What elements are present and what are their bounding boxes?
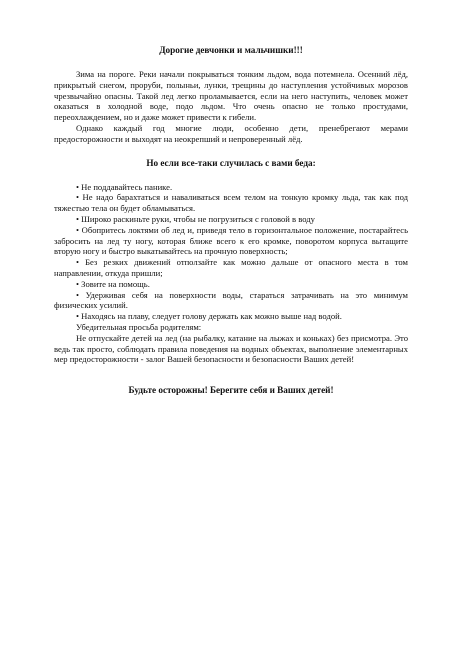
closing-line: Будьте осторожны! Берегите себя и Ваших детей!	[128, 385, 334, 396]
section-subtitle: Но если все-таки случилась с вами беда:	[146, 157, 316, 168]
tip-item: • Находясь на плаву, следует голову держать как можно выше над водой.	[76, 311, 342, 322]
tip-item: • Не надо барахтаться и наваливаться всем телом на тонкую кромку льда, так как под тяжестью тела он будет обламываться.	[54, 192, 408, 214]
document-body	[54, 45, 408, 396]
tip-item: • Обопритесь локтями об лед и, приведя тело в горизонтальное положение, постарайтесь забросить на лед ту ногу, которая ближе всего к его кромке, поворотом корпуса вытащите вторую ногу и быстро выкатывайтесь на прочную поверхность;	[54, 224, 408, 257]
tip-item: • Широко раскиньте руки, чтобы не погрузиться с головой в воду	[76, 213, 315, 224]
parents-request-label: Убедительная просьба родителям:	[76, 321, 202, 332]
tip-item: • Без резких движений отползайте как можно дальше от опасного места в том направлении, откуда пришли;	[54, 257, 408, 278]
intro-paragraph: Зима на пороге. Реки начали покрываться тонким льдом, вода потемнела. Осенний лёд, прикрытый снегом, проруби, полыньи, лунки, трещины до наступления устойчивых морозов чрезвычайно опасны. Такой лед легко проламывается, если на него наступить, человек может оказаться в холодной воде, подо льдом. Что очень опасно не только простудами, переохлаждением, но и даже может привести к гибели.	[54, 69, 408, 123]
tip-item: • Удерживая себя на поверхности воды, стараться затрачивать на это минимум физических усилий.	[54, 289, 408, 311]
parents-request-text: Не отпускайте детей на лед (на рыбалку, катание на лыжах и коньках) без присмотра. Это ведь так просто, соблюдать правила поведения на водных объектах, выполнение элементарных мер предосторожности - залог Вашей безопасности и безопасности Ваших детей!	[54, 332, 408, 365]
document-title: Дорогие девчонки и мальчишки!!!	[159, 45, 303, 55]
intro-paragraph: Однако каждый год многие люди, особенно дети, пренебрегают мерами предосторожности и выходят на неокрепший и непроверенный лёд.	[54, 122, 408, 144]
tip-item: • Зовите на помощь.	[76, 278, 150, 289]
tip-item: • Не поддавайтесь панике.	[76, 181, 173, 192]
